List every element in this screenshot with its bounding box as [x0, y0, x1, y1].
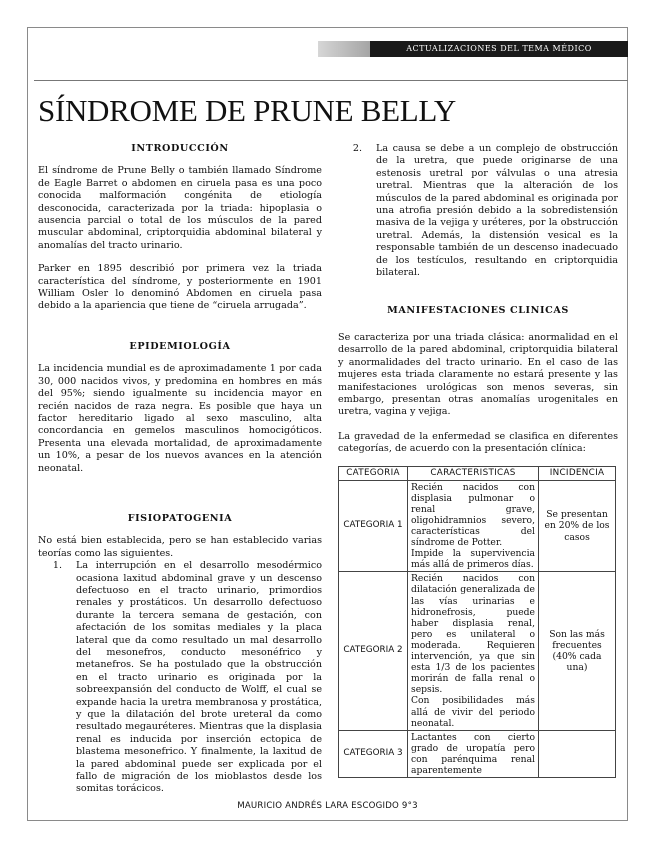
table-cell-characteristics: [408, 480, 539, 572]
table-header-row: [339, 466, 616, 480]
right-column: [338, 143, 618, 778]
characteristics-text: Impide la supervivencia más allá de primeros días.: [411, 548, 535, 571]
table-header-characteristics: CARACTERISTICAS: [408, 466, 539, 480]
characteristics-text: Con posibilidades más allá de vivir del periodo neonatal.: [411, 695, 535, 729]
characteristics-text: Recién nacidos con displasia pulmonar o renal grave, oligohidramnios severo, características del síndrome de Potter.: [411, 481, 535, 549]
epidemiology-paragraph: La incidencia mundial es de aproximadamente 1 por cada 30, 000 nacidos vivos, y predomina en hombres en más del 95%; siendo igualmente su incidencia mayor en recién nacidos de raza negra. Es posible que haya un factor hereditario ligado al sexo masculino, alta concordancia en gemelos masculinos homocigóticos. Presenta una elevada mortalidad, de aproximadamente un 10%, a pesar de los nuevos avances en la atención neonatal.: [38, 363, 322, 474]
epidemiology-heading: EPIDEMIOLOGÍA: [129, 340, 231, 352]
table-cell-characteristics: [408, 572, 539, 730]
list-item-number: 2.: [352, 143, 362, 154]
manifestations-paragraph-1: Se caracteriza por una triada clásica: anormalidad en el desarrollo de la pared abdominal, criptorquidia bilateral y anormalidades del tracto urinario. En el caso de las mujeres esta triada claramente no estará presente y las manifestaciones urológicas son menos severas, sin embargo, presentan otras anomalías urogenitales en uretra, vagina y vejiga.: [338, 331, 618, 418]
pathophysiology-heading: FISIOPATOGENIA: [127, 512, 233, 524]
title-rule: [34, 80, 628, 81]
pathophysiology-intro: No está bien establecida, pero se han establecido varias teorías como las siguientes.: [38, 535, 322, 559]
table-cell-incidence: [539, 730, 616, 777]
table-row: [339, 572, 616, 730]
table-row: [339, 480, 616, 572]
table-row: [339, 730, 616, 777]
classification-table: [338, 466, 616, 779]
table-cell-category: CATEGORIA 2: [339, 572, 408, 730]
list-item-number: 1.: [52, 560, 62, 572]
table-header-category: CATEGORIA: [339, 466, 408, 480]
manifestations-heading: MANIFESTACIONES CLINICAS: [387, 305, 569, 317]
manifestations-paragraph-2: La gravedad de la enfermedad se clasifica en diferentes categorías, de acuerdo con la presentación clínica:: [338, 430, 618, 455]
table-cell-characteristics: [408, 730, 539, 777]
page-title: SÍNDROME DE PRUNE BELLY: [38, 93, 456, 128]
list-item-text: La interrupción en el desarrollo mesodérmico ocasiona laxitud abdominal grave y un descenso defectuoso en el tracto urinario, primordios renales y prostáticos. Un desarrollo defectuoso durante la tercera semana de gestación, con afectación de los somitas mediales y la placa lateral que da como resultado un mal desarrollo del mesonefros, conducto mesonéfrico y metanefros. Se ha postulado que la obstrucción en el tracto urinario es originada por la sobreexpansión del conducto de Wolff, el cual se expande hacia la uretra membranosa y prostática, y que la dilatación del brote ureteral da como resultado megauréteres. Mientras que la displasia renal es inducida por inserción ectopica de blastema mesonefrico. Y finalmente, la laxitud de la pared abdominal puede ser explicada por el fallo de migración de los mioblastos desde los somitas torácicos.: [76, 560, 322, 795]
table-cell-category: CATEGORIA 1: [339, 480, 408, 572]
table-cell-incidence: Se presentan en 20% de los casos: [539, 480, 616, 572]
section-banner: ACTUALIZACIONES DEL TEMA MÉDICO: [370, 41, 628, 57]
table-cell-category: CATEGORIA 3: [339, 730, 408, 777]
intro-paragraph-2: Parker en 1895 describió por primera vez la triada característica del síndrome, y posteriormente en 1901 William Osler lo denominó Abdomen en ciruela pasa debido a la apariencia que tiene de “ciruela arrugada”.: [38, 263, 322, 312]
list-item-text: La causa se debe a un complejo de obstrucción de la uretra, que puede originarse de una estenosis uretral por válvulas o una atresia uretral. Mientras que la alteración de los músculos de la pared abdominal es originada por una atrofia presión debido a la sobredistensión masiva de la vejiga y uréteres, por la obstrucción uretral. Además, la distensión vesical es la responsable también de un descenso inadecuado de los testículos, resultando en criptorquidia bilateral.: [376, 143, 618, 279]
table-header-incidence: INCIDENCIA: [539, 466, 616, 480]
list-item: [338, 143, 618, 279]
table-cell-incidence: Son las más frecuentes (40% cada una): [539, 572, 616, 730]
list-item: [38, 560, 322, 796]
characteristics-text: Lactantes con cierto grado de uropatía pero con parénquima renal aparentemente: [411, 731, 535, 776]
left-column: [38, 143, 322, 796]
intro-paragraph-1: El síndrome de Prune Belly o también llamado Síndrome de Eagle Barret o abdomen en ciruela pasa es una poco conocida malformación congénita de etiología desconocida, caracterizada por la triada: hipoplasia o ausencia parcial o total de los músculos de la pared muscular abdominal, criptorquidia abdominal bilateral y anomalías del tracto urinario.: [38, 165, 322, 251]
footer-author: MAURICIO ANDRÉS LARA ESCOGIDO 9°3: [237, 801, 418, 811]
characteristics-text: Recién nacidos con dilatación generalizada de las vías urinarias e hidronefrosis, puede haber displasia renal, pero es unilateral o moderada. Requieren intervención, ya que sin esta 1/3 de los pacientes morirán de falla renal o sepsis.: [411, 573, 535, 696]
intro-heading: INTRODUCCIÓN: [131, 143, 229, 154]
